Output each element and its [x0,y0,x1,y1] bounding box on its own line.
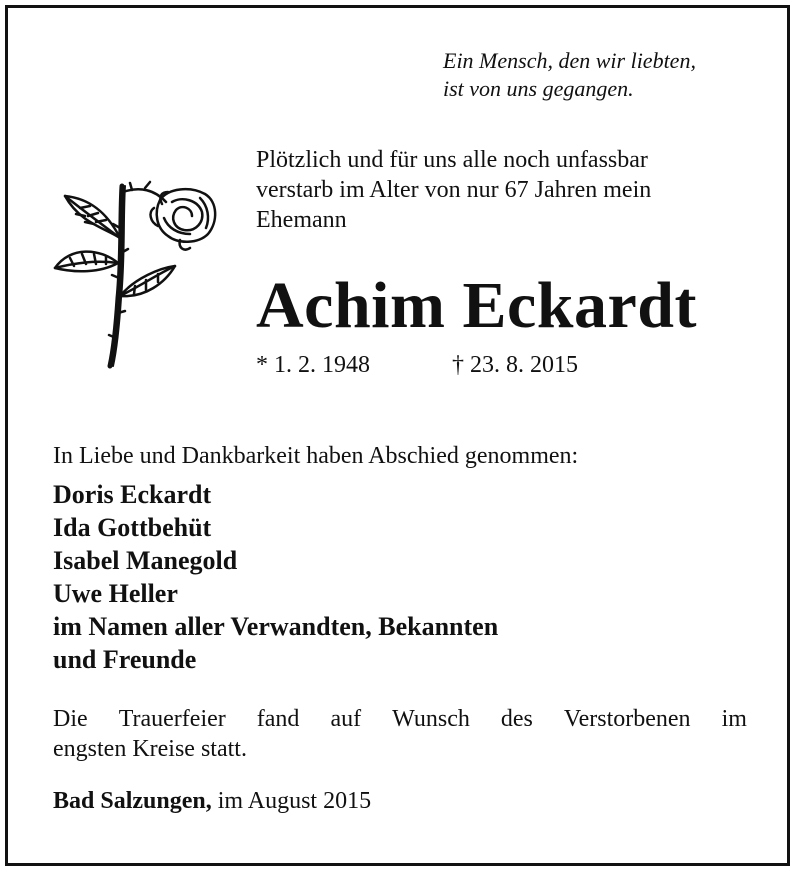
mourner-line: und Freunde [53,645,197,674]
mourner-name: Uwe Heller [53,579,178,608]
mourner-line: im Namen aller Verwandten, Bekannten [53,612,499,641]
death-date: † 23. 8. 2015 [452,352,578,378]
notice-word: fand [256,706,300,732]
funeral-notice [53,704,747,764]
intro-line-2: verstarb im Alter von nur 67 Jahren mein [256,177,652,203]
mourner-name: Doris Eckardt [53,480,212,509]
intro-line-3: Ehemann [256,207,347,233]
mourner-name: Ida Gottbehüt [53,513,212,542]
motto-verse [443,47,763,103]
mourners-list [53,478,498,676]
intro-text [256,145,756,235]
notice-line-2: engsten Kreise statt. [53,736,247,762]
motto-line-1: Ein Mensch, den wir liebten, [443,48,696,73]
motto-line-2: ist von uns gegangen. [443,76,634,101]
birth-date: * 1. 2. 1948 [256,352,370,378]
place-city: Bad Salzungen, [53,788,212,814]
notice-word: Trauerfeier [118,706,226,732]
thanks-line: In Liebe und Dankbarkeit haben Abschied genommen: [53,443,579,469]
place-month: im August 2015 [211,788,372,814]
place-date [53,786,371,816]
notice-word: des [500,706,533,732]
notice-word: Verstorbenen [563,706,691,732]
notice-word: auf [330,706,362,732]
notice-word: Die [53,706,88,732]
notice-line-1 [53,704,747,734]
mourner-name: Isabel Manegold [53,546,238,575]
notice-word: Wunsch [392,706,470,732]
intro-line-1: Plötzlich und für uns alle noch unfassbar [256,147,648,173]
notice-word: im [721,706,747,732]
life-dates [256,350,578,380]
deceased-name: Achim Eckardt [256,269,697,342]
rose-icon [50,178,220,373]
